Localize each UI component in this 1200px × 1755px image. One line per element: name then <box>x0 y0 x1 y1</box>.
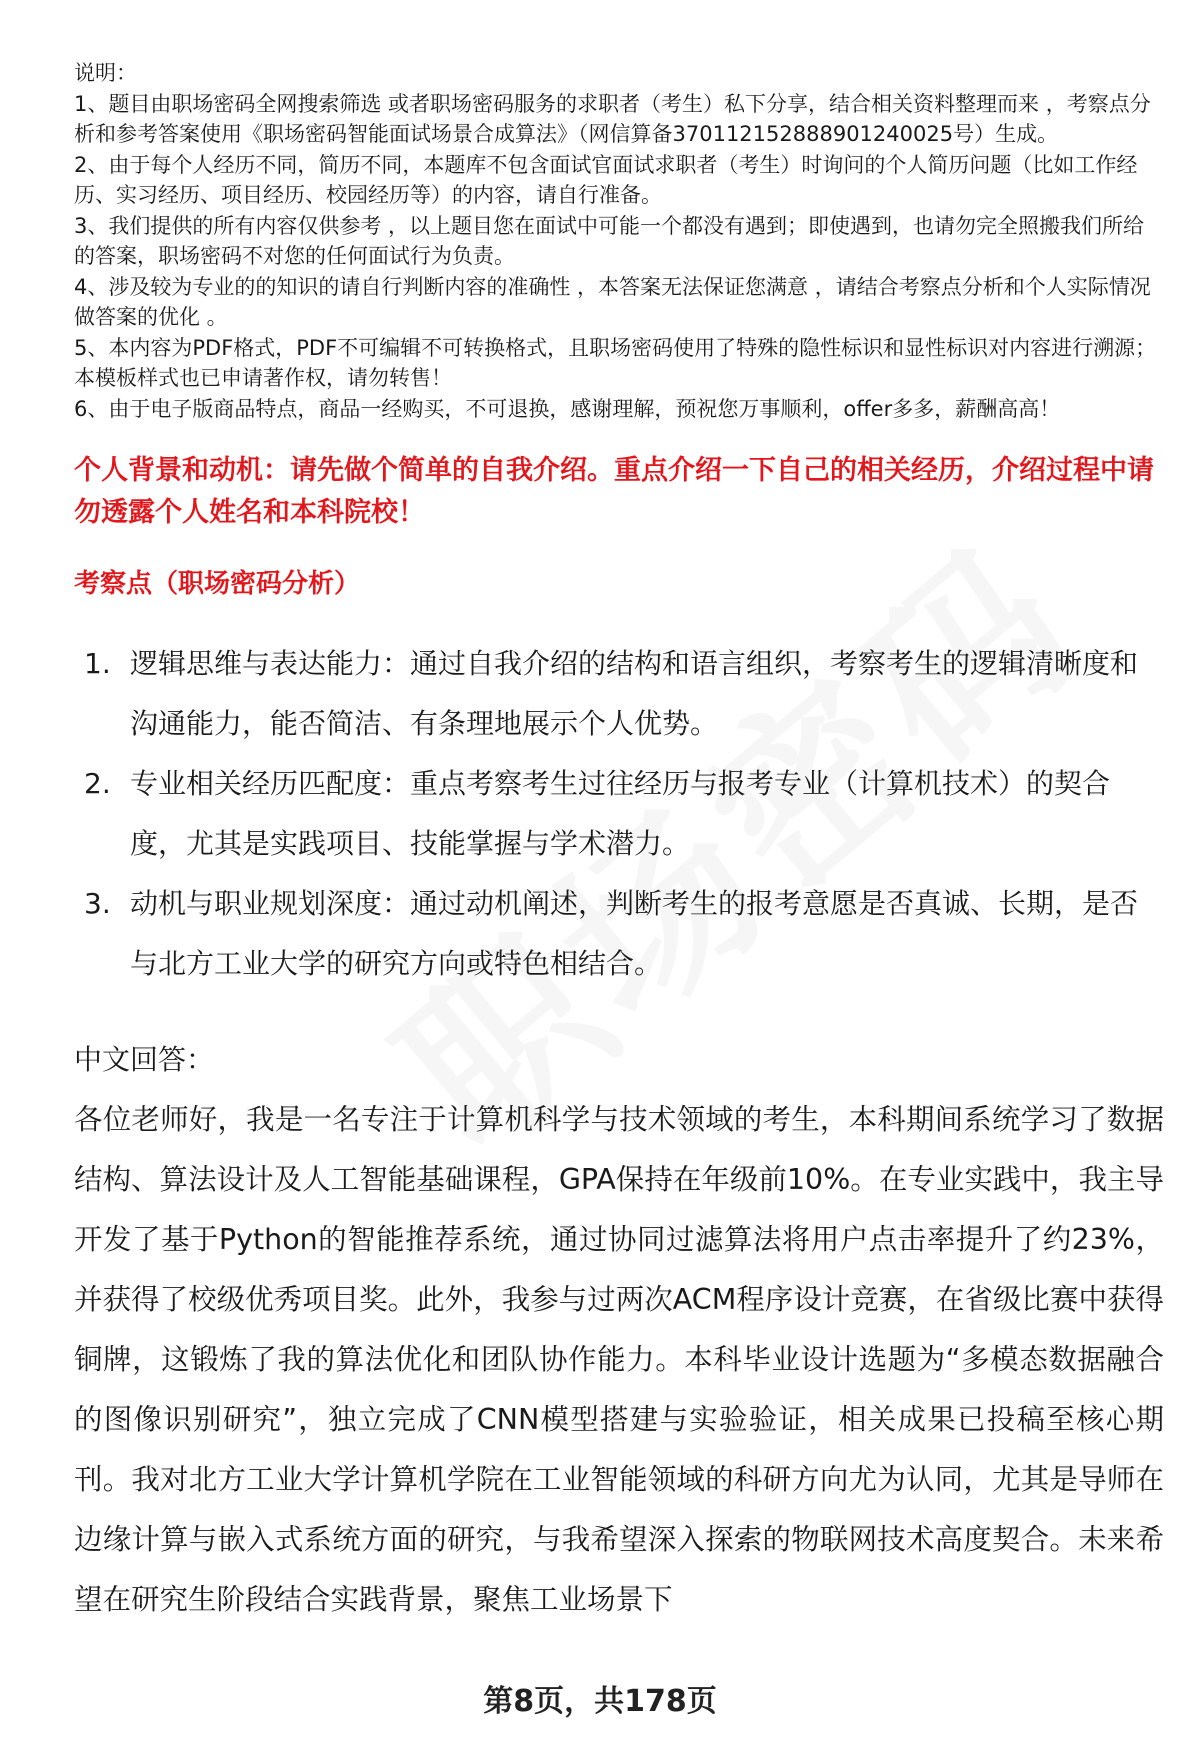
note-item: 2、由于每个人经历不同，简历不同，本题库不包含面试官面试求职者（考生）时询问的个人简历问题（比如工作经历、实习经历、项目经历、校园经历等）的内容，请自行准备。 <box>74 152 1138 207</box>
page-number: 第8页，共178页 <box>483 1684 717 1719</box>
document-page <box>74 58 1164 1630</box>
note-item: 3、我们提供的所有内容仅供参考 ，以上题目您在面试中可能一个都没有遇到；即使遇到，也请勿完全照搬我们所给的答案，职场密码不对您的任何面试行为负责。 <box>74 213 1145 268</box>
answer-text: 各位老师好，我是一名专注于计算机科学与技术领域的考生，本科期间系统学习了数据结构、算法设计及人工智能基础课程，GPA保持在年级前10%。在专业实践中，我主导开发了基于Python的智能推荐系统，通过协同过滤算法将用户点击率提升了约23%，并获得了校级优秀项目奖。此外，我参与过两次ACM程序设计竞赛，在省级比赛中获得铜牌，这锻炼了我的算法优化和团队协作能力。本科毕业设计选题为“多模态数据融合的图像识别研究”，独立完成了CNN模型搭建与实验验证，相关成果已投稿至核心期刊。我对北方工业大学计算机学院在工业智能领域的科研方向尤为认同，尤其是导师在边缘计算与嵌入式系统方面的研究，与我希望深入探索的物联网技术高度契合。未来希望在研究生阶段结合实践背景，聚焦工业场景下 <box>74 1103 1164 1616</box>
analysis-points <box>74 634 1164 994</box>
answer-label: 中文回答： <box>74 1043 215 1076</box>
note-item: 5、本内容为PDF格式，PDF不可编辑不可转换格式，且职场密码使用了特殊的隐性标识和显性标识对内容进行溯源；本模板样式也已申请著作权，请勿转售！ <box>74 335 1157 390</box>
point-text: 逻辑思维与表达能力：通过自我介绍的结构和语言组织，考察考生的逻辑清晰度和沟通能力，能否简洁、有条理地展示个人优势。 <box>130 647 1139 740</box>
point-number: 1. <box>84 647 111 680</box>
notes-section <box>74 58 1164 424</box>
point-text: 专业相关经历匹配度：重点考察考生过往经历与报考专业（计算机技术）的契合度，尤其是实践项目、技能掌握与学术潜力。 <box>130 767 1111 860</box>
analysis-point <box>74 874 1164 994</box>
notes-heading: 说明： <box>74 61 137 85</box>
note-item: 4、涉及较为专业的的知识的请自行判断内容的准确性 ，本答案无法保证您满意 ，请结合考察点分析和个人实际情况做答案的优化 。 <box>74 274 1151 329</box>
interview-question: 个人背景和动机：请先做个简单的自我介绍。重点介绍一下自己的相关经历，介绍过程中请勿透露个人姓名和本科院校！ <box>74 455 1154 528</box>
note-item: 6、由于电子版商品特点，商品一经购买，不可退换，感谢理解，预祝您万事顺利，offer多多，薪酬高高！ <box>74 396 1061 421</box>
point-text: 动机与职业规划深度：通过动机阐述，判断考生的报考意愿是否真诚、长期，是否与北方工业大学的研究方向或特色相结合。 <box>130 887 1139 980</box>
point-number: 3. <box>84 887 111 920</box>
note-item: 1、题目由职场密码全网搜索筛选 或者职场密码服务的求职者（考生）私下分享，结合相关资料整理而来 ，考察点分析和参考答案使用《职场密码智能面试场景合成算法》（网信算备370112152888901240025号）生成。 <box>74 91 1151 146</box>
analysis-point <box>74 634 1164 754</box>
analysis-point <box>74 754 1164 874</box>
analysis-title: 考察点（职场密码分析） <box>74 569 361 599</box>
point-number: 2. <box>84 767 111 800</box>
